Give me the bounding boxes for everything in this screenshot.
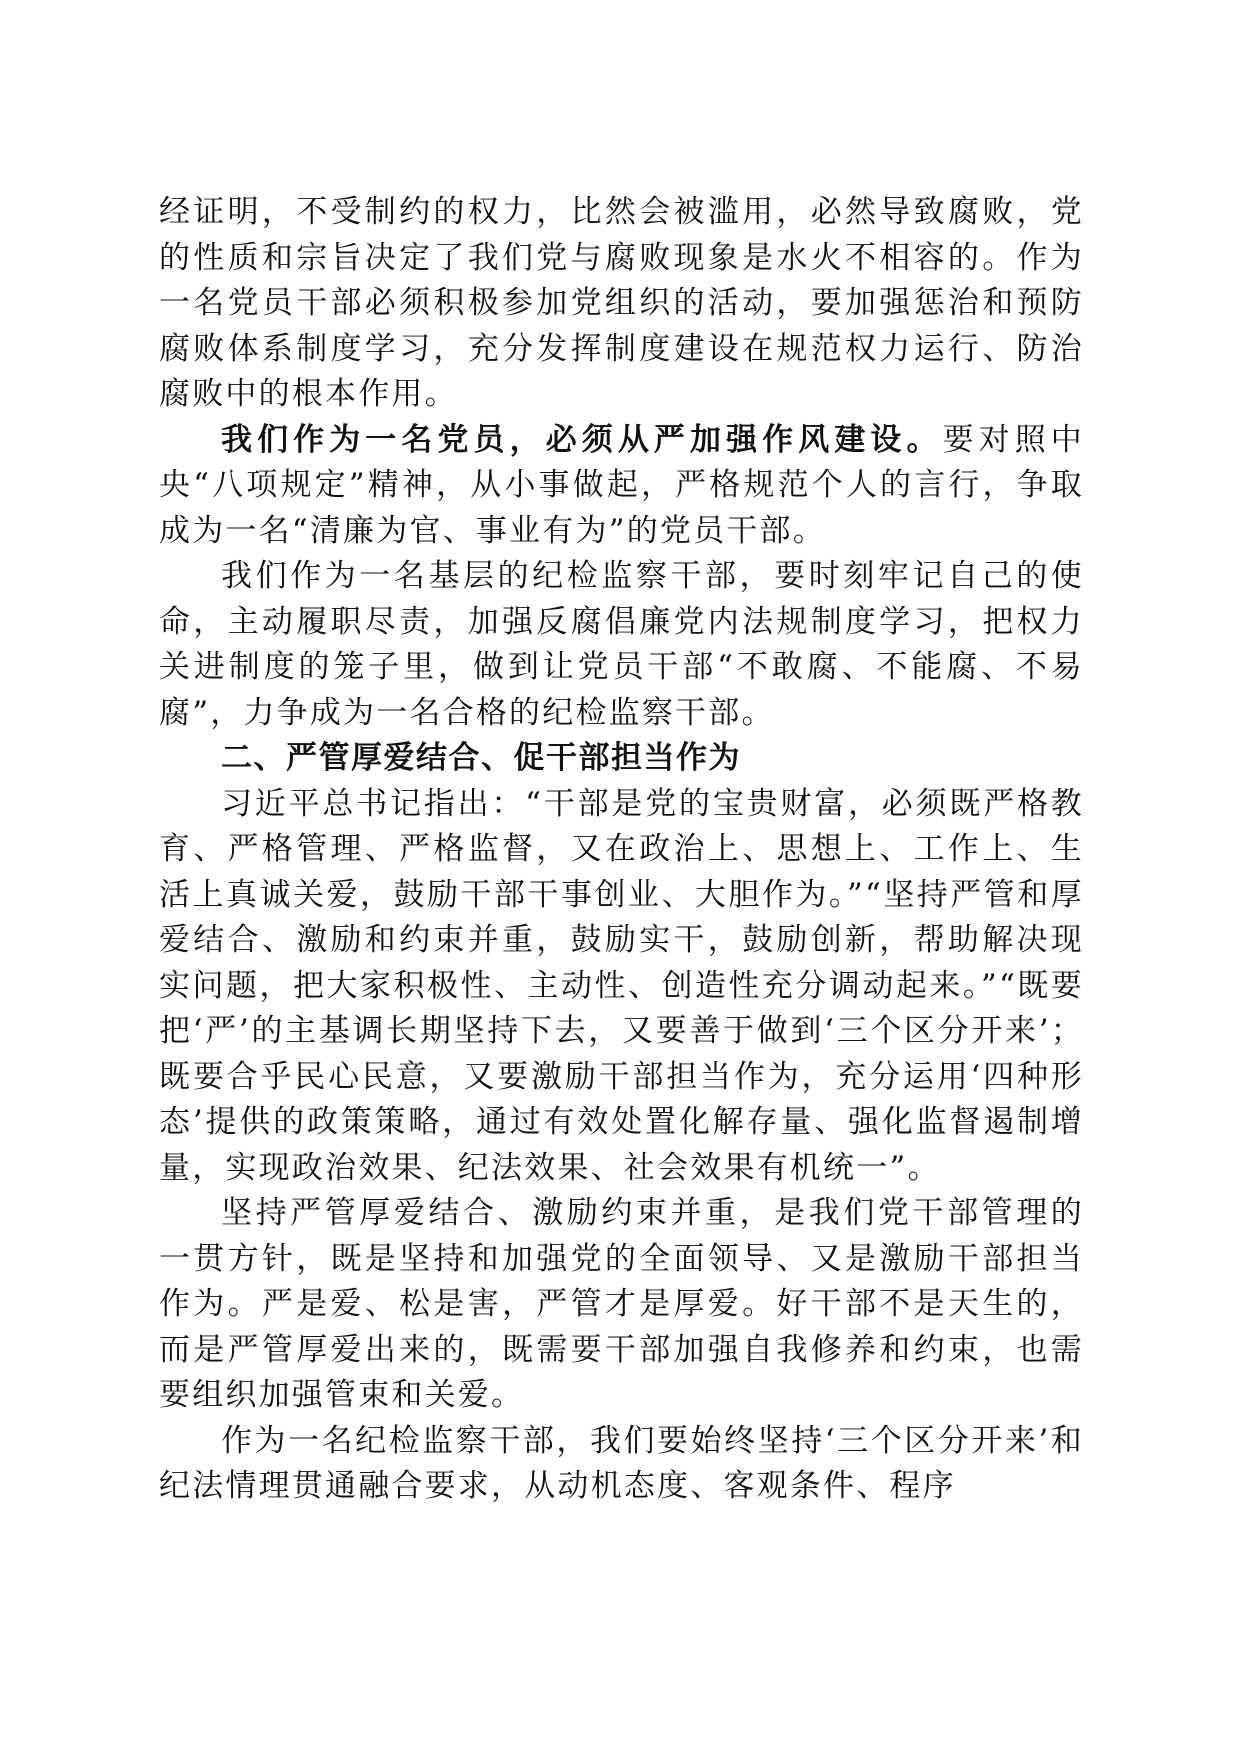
paragraph-text: 习近平总书记指出：“干部是党的宝贵财富，必须既严格教育、严格管理、严格监督，又在政治上、思想上、工作上、生活上真诚关爱，鼓励干部干事创业、大胆作为。”“坚持严管和厚爱结合、激励和约束并重，鼓励实干，鼓励创新，帮助解决现实问题，把大家积极性、主动性、创造性充分调动起来。”“既要把‘严’的主基调长期坚持下去，又要善于做到‘三个区分开来’；既要合乎民心民意，又要激励干部担当作为，充分运用‘四种形态’提供的政策策略，通过有效处置化解存量、强化监督遏制增量，实现政治效果、纪法效果、社会效果有机统一”。 [159,785,1084,1186]
paragraph-text: 作为一名纪检监察干部，我们要始终坚持‘三个区分开来’和纪法情理贯通融合要求，从动机态度、客观条件、程序 [159,1422,1084,1504]
paragraph-bold-lead: 我们作为一名党员，必须从严加强作风建设。 [221,421,943,458]
paragraph-inspector-requirements [159,1419,1084,1510]
section-heading: 二、严管厚爱结合、促干部担当作为 [221,740,741,776]
paragraph-quote [159,782,1084,1192]
document-page [159,190,1084,1510]
paragraph-text: 经证明，不受制约的权力，比然会被滥用，必然导致腐败，党的性质和宗旨决定了我们党与腐败现象是水火不相容的。作为一名党员干部必须积极参加党组织的活动，要加强惩治和预防腐败体系制度学习，充分发挥制度建设在规范权力运行、防治腐败中的根本作用。 [159,194,1084,412]
paragraph-text: 坚持严管厚爱结合、激励约束并重，是我们党干部管理的一贯方针，既是坚持和加强党的全面领导、又是激励干部担当作为。严是爱、松是害，严管才是厚爱。好干部不是天生的，而是严管厚爱出来的，既需要干部加强自我修养和约束，也需要组织加强管束和关爱。 [159,1195,1084,1413]
paragraph-inspector-duty [159,554,1084,736]
paragraph-continued [159,190,1084,418]
paragraph-style-building [159,418,1084,555]
paragraph-text: 要对照中央“八项规定”精神，从小事做起，严格规范个人的言行，争取成为一名“清廉为官、事业有为”的党员干部。 [159,421,1084,549]
paragraph-text: 我们作为一名基层的纪检监察干部，要时刻牢记自己的使命，主动履职尽责，加强反腐倡廉党内法规制度学习，把权力关进制度的笼子里，做到让党员干部“不敢腐、不能腐、不易腐”，力争成为一名合格的纪检监察干部。 [159,558,1084,731]
paragraph-management-policy [159,1191,1084,1419]
